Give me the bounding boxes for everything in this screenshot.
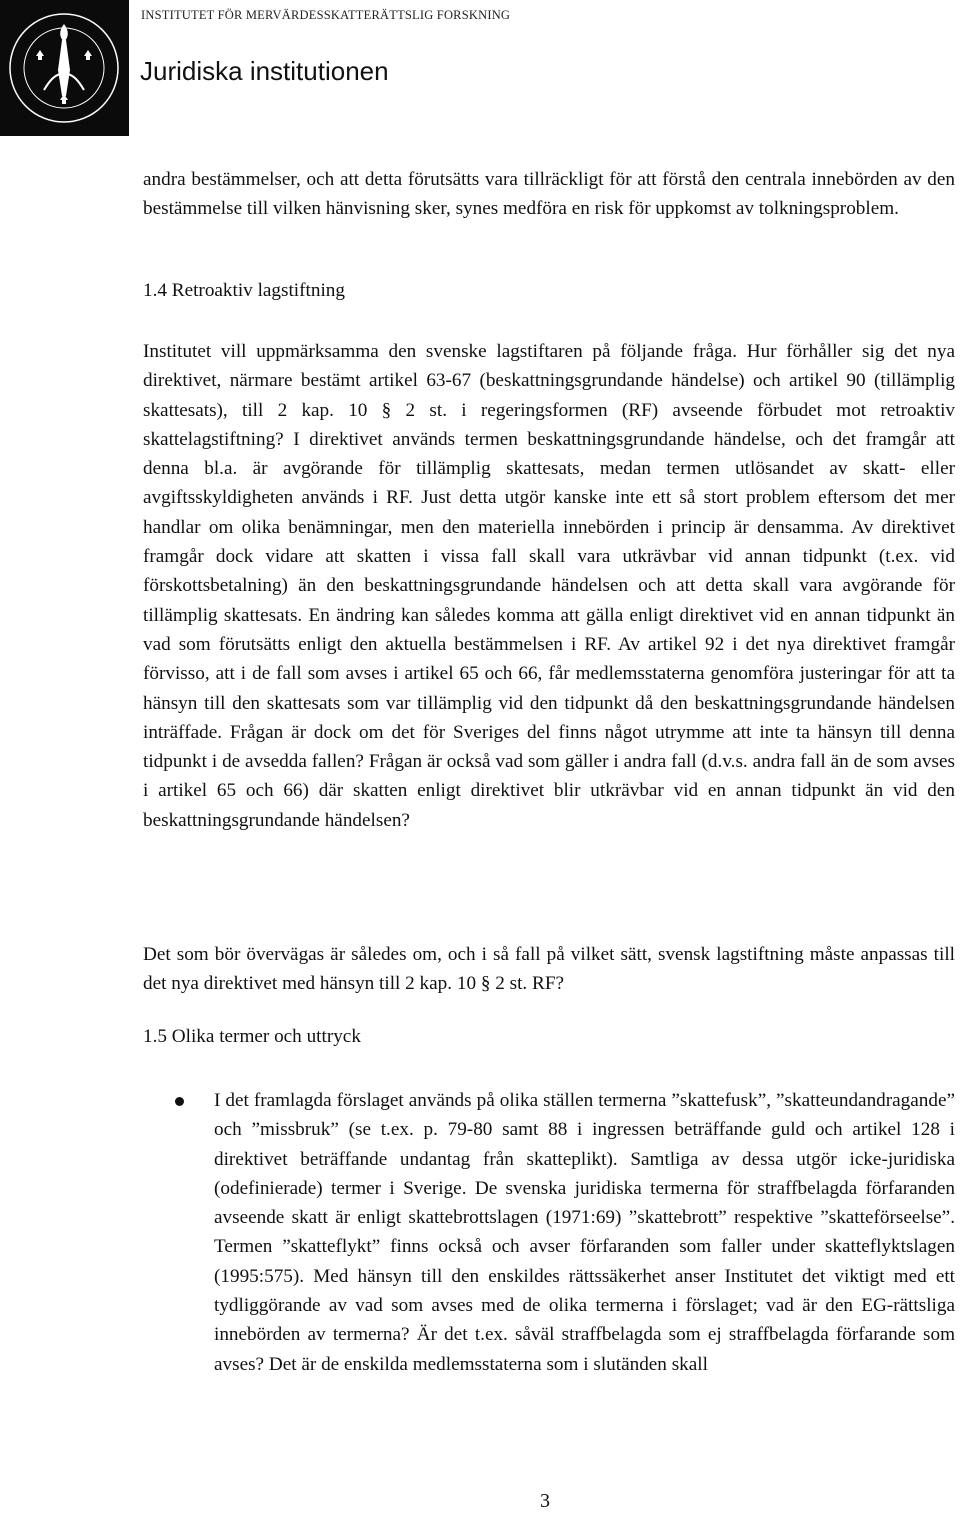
- stockholm-university-seal-icon: [0, 0, 129, 136]
- terms-bullet-list: [143, 1086, 955, 1379]
- section-heading-1-4: 1.4 Retroaktiv lagstiftning: [143, 280, 345, 301]
- institute-name: INSTITUTET FÖR MERVÄRDESSKATTERÄTTSLIG FORSKNING: [141, 8, 511, 22]
- paragraph-consideration: Det som bör övervägas är således om, och i så fall på vilket sätt, svensk lagstiftning måste anpassas till det nya direktivet med hänsyn till 2 kap. 10 § 2 st. RF?: [143, 944, 955, 995]
- bullet-icon: [175, 1097, 184, 1106]
- bullet-text: I det framlagda förslaget används på olika ställen termerna ”skattefusk”, ”skatteundandragande” och ”missbruk” (se t.ex. p. 79-80 samt 88 i ingressen beträffande guld och artikel 128 i direktivet beträffande undantag från skatteplikt). Samtliga av dessa utgör icke-juridiska (odefinierade) termer i Sverige. De svenska juridiska termerna för straffbelagda förfaranden avseende skatt är enligt skattebrottslagen (1971:69) ”skattebrott” respektive ”skatteförseelse”. Termen ”skatteflykt” finns också och avser förfaranden som faller under skatteflyktslagen (1995:575). Med hänsyn till den enskildes rättssäkerhet anser Institutet det viktigt med ett tydliggörande av vad som avses med de olika termerna i förslaget; vad är den EG-rättsliga innebörden av termerna? Är det t.ex. såväl straffbelagda som ej straffbelagda förfarande som avses? Det är de enskilda medlemsstaterna som i slutänden skall: [214, 1090, 955, 1375]
- page-number: 3: [540, 1490, 550, 1512]
- list-item: [143, 1086, 955, 1379]
- paragraph-retroactive: Institutet vill uppmärksamma den svenske lagstiftaren på följande fråga. Hur förhåller sig det nya direktivet, närmare bestämt artikel 63-67 (beskattningsgrundande händelse) och artikel 90 (tillämplig skattesats), till 2 kap. 10 § 2 st. i regeringsformen (RF) avseende förbudet mot retroaktiv skattelagstiftning? I direktivet används termen beskattningsgrundande händelse, och det framgår att denna bl.a. är avgörande för tillämplig skattesats, medan termen utlösandet av skatt- eller avgiftsskyldigheten används i RF. Just detta utgör kanske inte ett så stort problem eftersom det mer handlar om olika benämningar, men den materiella innebörden i princip är densamma. Av direktivet framgår dock vidare att skatten i vissa fall skall vara utkrävbar vid annan tidpunkt (t.ex. vid förskottsbetalning) än den beskattningsgrundande händelsen och att detta skall vara avgörande för tillämplig skattesats. En ändring kan således komma att gälla enligt direktivet vid en annan tidpunkt än vad som förutsätts enligt den aktuella bestämmelsen i RF. Av artikel 92 i det nya direktivet framgår förvisso, att i de fall som avses i artikel 65 och 66, får medlemsstaterna genomföra justeringar för att ta hänsyn till den skattesats som var tillämplig vid den tidpunkt då den beskattningsgrundande händelsen inträffade. Frågan är dock om det för Sveriges del finns något utrymme att inte ta hänsyn till denna tidpunkt i de avsedda fallen? Frågan är också vad som gäller i andra fall (d.v.s. andra fall än de som avses i artikel 65 och 66) där skatten enligt direktivet blir utkrävbar vid en annan tidpunkt än vid den beskattningsgrundande händelsen?: [143, 341, 955, 831]
- department-title: Juridiska institutionen: [140, 56, 389, 86]
- university-seal-logo: [0, 0, 129, 136]
- section-heading-1-5: 1.5 Olika termer och uttryck: [143, 1026, 361, 1047]
- paragraph-intro: andra bestämmelser, och att detta förutsätts vara tillräckligt för att förstå den centrala innebörden av den bestämmelse till vilken hänvisning sker, synes medföra en risk för uppkomst av tolkningsproblem.: [143, 169, 955, 220]
